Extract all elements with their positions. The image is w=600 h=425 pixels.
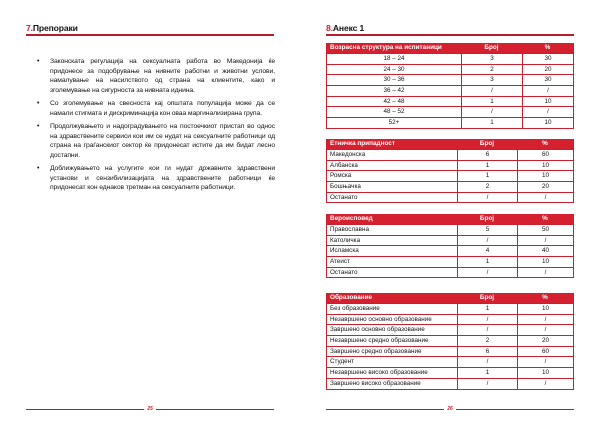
row-label-cell: Албанска (330, 161, 358, 169)
percent-cell: 50 (517, 225, 573, 235)
percent-cell: 40 (517, 246, 573, 256)
count-cell: 6 (457, 150, 517, 160)
percent-cell: 10 (517, 161, 573, 171)
age-structure-table (326, 43, 574, 129)
percent-cell: 20 (522, 65, 573, 75)
count-cell: / (461, 107, 522, 117)
table-row (327, 53, 573, 64)
row-label-cell: Македонска (330, 151, 366, 158)
table-row (327, 314, 573, 325)
ethnicity-table (326, 139, 574, 203)
table-row (327, 267, 573, 278)
section-title: Анекс 1 (332, 23, 365, 33)
table-row (327, 367, 573, 378)
table-row (327, 85, 573, 96)
list-item-text: Законската регулација на сексуалната работа во Македонија ќе придонесе за подобрување на нивните работни и животни услови, намалување на насилството од страна на клиентите, како и зголемување на сигурноста за нивната иднина. (50, 58, 275, 94)
table-row (327, 96, 573, 107)
row-label-cell: Исламска (330, 247, 359, 255)
table-row (327, 160, 573, 171)
list-item (37, 122, 275, 160)
count-cell: 2 (457, 336, 517, 346)
table-row (327, 117, 573, 128)
table-row (327, 192, 573, 203)
percent-column-header: % (542, 294, 548, 301)
row-label-cell: Завршено средно образование (330, 347, 422, 355)
count-column-header: Број (479, 140, 495, 147)
footer-rule-left (326, 409, 444, 410)
percent-cell: 30 (522, 54, 573, 64)
heading-rule (26, 34, 274, 36)
percent-cell: 60 (517, 150, 573, 160)
list-item-text: Со зголемување на свесноста кај општата популација може да се намали стигмата и дискриминација кон оваа маргинализирана група. (50, 100, 275, 117)
table-row (327, 356, 573, 367)
section-number: 8. (326, 23, 333, 33)
percent-column-header: % (542, 140, 548, 147)
religion-table (326, 214, 574, 278)
percent-cell: / (517, 236, 573, 246)
count-cell: 1 (457, 368, 517, 378)
category-column-header: Образование (330, 294, 373, 301)
list-item-text: Продолжувањето и надоградувањето на постоечкиот пристап во однос на здравствените сервиси кои им се нудат на сексуалните работници од страна на граѓанскиот сектор ќе придонесат истите да им бидат лесно достапни. (50, 123, 275, 159)
percent-cell: / (517, 315, 573, 325)
percent-cell: 20 (517, 182, 573, 192)
row-label-cell: Без образование (330, 305, 380, 312)
row-label-cell: 48 – 52 (383, 108, 405, 116)
table-row (327, 335, 573, 346)
heading-rule (326, 34, 574, 36)
count-cell: 5 (457, 225, 517, 235)
page-number: 26 (447, 406, 453, 412)
table-row (327, 74, 573, 85)
count-cell: 6 (457, 347, 517, 357)
row-label-cell: Бошњачка (330, 183, 361, 191)
table-row (327, 256, 573, 267)
percent-cell: / (522, 86, 573, 96)
count-column-header: Број (479, 294, 495, 301)
row-label-cell: Останато (330, 268, 358, 276)
table-row (327, 378, 573, 389)
table-row (327, 181, 573, 192)
row-label-cell: Незавршено високо образование (330, 369, 428, 377)
table-header-row (327, 139, 573, 149)
section-number: 7. (26, 23, 33, 33)
page-footer (26, 405, 274, 413)
right-page (300, 0, 600, 425)
recommendations-list (37, 57, 275, 197)
table-row (327, 149, 573, 160)
category-column-header: Возрасна структура на испитаници (330, 44, 442, 51)
percent-cell: 10 (517, 304, 573, 314)
count-cell: / (457, 268, 517, 278)
row-label-cell: Незавршено средно образование (330, 337, 429, 345)
row-label-cell: 18 – 24 (383, 55, 405, 62)
table-row (327, 170, 573, 181)
row-label-cell: 52+ (388, 119, 400, 127)
count-cell: 3 (461, 75, 522, 85)
count-cell: 1 (457, 257, 517, 267)
percent-cell: / (522, 107, 573, 117)
section-title: Препораки (32, 23, 78, 33)
row-label-cell: Атеист (330, 258, 350, 266)
percent-cell: 10 (517, 171, 573, 181)
percent-column-header: % (544, 44, 551, 51)
row-label-cell: Останато (330, 193, 358, 201)
list-item-text: Доближувањето на услугите кои ги нудат државните здравствени установи и сензибилизацијата на здравствените работници ќе придонесат кон еднаков третман на сексуалните работници. (50, 165, 275, 191)
count-cell: / (457, 315, 517, 325)
percent-cell: 10 (522, 97, 573, 107)
count-cell: / (457, 236, 517, 246)
count-cell: 1 (457, 304, 517, 314)
table-row (327, 106, 573, 117)
bullet-icon: • (37, 58, 40, 65)
percent-cell: 10 (522, 118, 573, 128)
table-header-row (327, 293, 573, 303)
percent-cell: 30 (522, 75, 573, 85)
page-footer (326, 405, 574, 413)
row-label-cell: 24 – 30 (383, 65, 405, 73)
count-cell: 2 (457, 182, 517, 192)
count-cell: 2 (461, 65, 522, 75)
row-label-cell: Ромска (330, 172, 352, 180)
category-column-header: Етничка припадност (330, 140, 395, 147)
percent-cell: / (517, 193, 573, 203)
percent-cell: / (517, 357, 573, 367)
count-cell: / (461, 86, 522, 96)
count-cell: / (457, 193, 517, 203)
count-cell: / (457, 357, 517, 367)
row-label-cell: 42 – 48 (383, 97, 405, 105)
category-column-header: Вероисповед (330, 215, 373, 222)
percent-cell: 10 (517, 368, 573, 378)
count-cell: 3 (461, 54, 522, 64)
table-row (327, 64, 573, 75)
count-column-header: Број (479, 215, 495, 222)
count-cell: / (457, 379, 517, 389)
percent-cell: 10 (517, 257, 573, 267)
table-row (327, 245, 573, 256)
table-row (327, 303, 573, 314)
row-label-cell: Незавршено основно образование (330, 315, 432, 323)
count-cell: 1 (457, 171, 517, 181)
list-item (37, 57, 275, 95)
list-item (37, 164, 275, 193)
footer-rule-left (26, 409, 144, 410)
table-header-row (327, 214, 573, 224)
table-row (327, 235, 573, 246)
count-cell: 4 (457, 246, 517, 256)
percent-column-header: % (542, 215, 548, 222)
row-label-cell: Студент (330, 358, 354, 366)
count-cell: / (457, 325, 517, 335)
row-label-cell: Католичка (330, 236, 361, 244)
count-cell: 1 (457, 161, 517, 171)
row-label-cell: Завршено високо образование (330, 379, 421, 387)
table-row (327, 224, 573, 235)
count-cell: 1 (461, 97, 522, 107)
bullet-icon: • (37, 123, 40, 130)
page-number: 25 (147, 406, 153, 412)
percent-cell: / (517, 268, 573, 278)
percent-cell: 20 (517, 336, 573, 346)
row-label-cell: 36 – 42 (383, 87, 405, 95)
percent-cell: 60 (517, 347, 573, 357)
row-label-cell: 30 – 36 (383, 76, 405, 84)
bullet-icon: • (37, 100, 40, 107)
list-item (37, 99, 275, 118)
education-table (326, 293, 574, 390)
row-label-cell: Православна (330, 226, 369, 233)
table-row (327, 346, 573, 357)
count-cell: 1 (461, 118, 522, 128)
table-row (327, 324, 573, 335)
footer-rule-right (456, 409, 574, 410)
count-column-header: Број (484, 44, 499, 51)
percent-cell: / (517, 379, 573, 389)
section-heading (26, 23, 78, 33)
percent-cell: / (517, 325, 573, 335)
table-header-row (327, 43, 573, 53)
bullet-icon: • (37, 165, 40, 172)
row-label-cell: Завршено основно образование (330, 326, 425, 334)
footer-rule-right (156, 409, 274, 410)
section-heading (326, 23, 364, 33)
